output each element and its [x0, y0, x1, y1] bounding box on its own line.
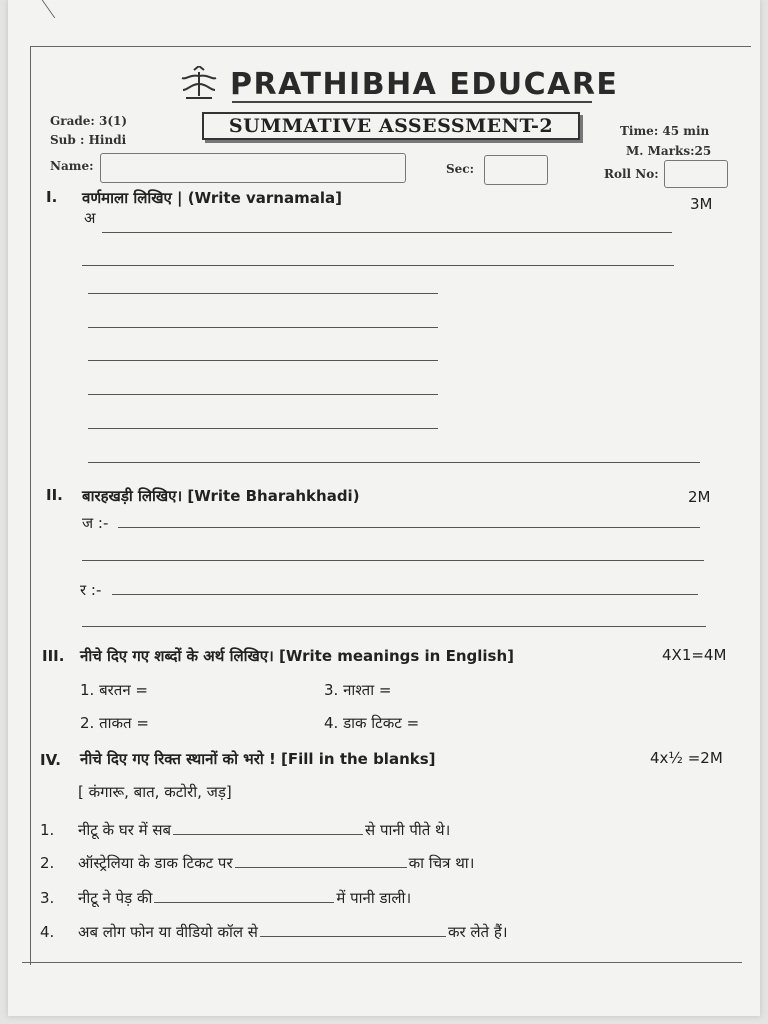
q3-number: III. [42, 647, 65, 665]
brand-underline [232, 101, 592, 103]
q2-marks: 2M [688, 488, 711, 506]
sentence-number: 1. [40, 821, 55, 839]
sentence-after: का चित्र था। [408, 854, 475, 872]
grade-label: Grade: 3(1) [50, 114, 128, 128]
q4-sentence [40, 922, 508, 942]
sentence-after: से पानी पीते थे। [365, 821, 451, 839]
q3-marks: 4X1=4M [662, 646, 727, 664]
answer-line[interactable] [82, 265, 674, 266]
q2-number: II. [46, 486, 63, 504]
sec-field[interactable] [484, 155, 548, 185]
name-field[interactable] [100, 153, 406, 183]
time-label: Time: 45 min [620, 124, 710, 138]
q1-start-letter: अ [84, 209, 96, 227]
page-title: SUMMATIVE ASSESSMENT-2 [202, 112, 580, 140]
q4-sentence [40, 853, 474, 873]
q3-item-1: 1. बरतन = [80, 681, 148, 699]
sentence-before: नीटू के घर में सब [78, 821, 172, 839]
q3-item-4: 4. डाक टिकट = [324, 714, 420, 732]
sentence-before: नीटू ने पेड़ की [78, 889, 153, 907]
roll-field[interactable] [664, 160, 728, 188]
sentence-number: 4. [40, 923, 55, 941]
q4-word-options: [ कंगारू, बात, कटोरी, जड़] [78, 783, 232, 801]
answer-line[interactable] [88, 293, 438, 294]
answer-line[interactable] [88, 360, 438, 361]
q3-item-2: 2. ताकत = [80, 714, 149, 732]
q4-sentence [40, 888, 411, 908]
answer-line[interactable] [88, 428, 438, 429]
fill-blank[interactable] [173, 820, 363, 835]
answer-line[interactable] [88, 394, 438, 395]
brand-header [178, 66, 618, 102]
answer-line[interactable] [102, 232, 672, 233]
sentence-after: में पानी डाली। [336, 889, 412, 907]
fill-blank[interactable] [154, 888, 334, 903]
sentence-after: कर लेते हैं। [447, 923, 508, 941]
answer-line[interactable] [88, 327, 438, 328]
fill-blank[interactable] [235, 853, 407, 868]
q4-number: IV. [40, 751, 61, 769]
name-label: Name: [50, 159, 94, 173]
q2-row2-label: र :- [80, 581, 102, 599]
answer-line[interactable] [112, 594, 698, 595]
q4-sentence [40, 820, 450, 840]
q4-text: नीचे दिए गए रिक्त स्थानों को भरो ! [Fill in the blanks] [80, 750, 436, 768]
q1-marks: 3M [690, 195, 713, 213]
q3-item-3: 3. नाश्ता = [324, 681, 392, 699]
q1-text: वर्णमाला लिखिए | (Write varnamala] [82, 189, 342, 207]
answer-line[interactable] [118, 527, 700, 528]
subject-label: Sub : Hindi [50, 133, 127, 147]
sentence-number: 3. [40, 889, 55, 907]
fill-blank[interactable] [260, 922, 446, 937]
lotus-logo-icon [178, 66, 220, 102]
sentence-number: 2. [40, 854, 55, 872]
max-marks-label: M. Marks:25 [626, 144, 712, 158]
answer-line[interactable] [82, 626, 706, 627]
answer-line[interactable] [82, 560, 704, 561]
sentence-before: ऑस्ट्रेलिया के डाक टिकट पर [78, 854, 233, 872]
sentence-before: अब लोग फोन या वीडियो कॉल से [78, 923, 258, 941]
q2-text: बारहखड़ी लिखिए। [Write Bharahkhadi) [82, 487, 360, 505]
bottom-rule [22, 962, 742, 963]
q3-text: नीचे दिए गए शब्दों के अर्थ लिखिए। [Write meanings in English] [80, 647, 514, 665]
roll-label: Roll No: [604, 167, 659, 181]
q1-number: I. [46, 188, 58, 206]
q4-marks: 4x½ =2M [650, 749, 723, 767]
q2-row1-label: ज :- [82, 514, 109, 532]
brand-name: PRATHIBHA EDUCARE [230, 66, 619, 102]
answer-line[interactable] [88, 462, 700, 463]
sec-label: Sec: [446, 162, 475, 176]
